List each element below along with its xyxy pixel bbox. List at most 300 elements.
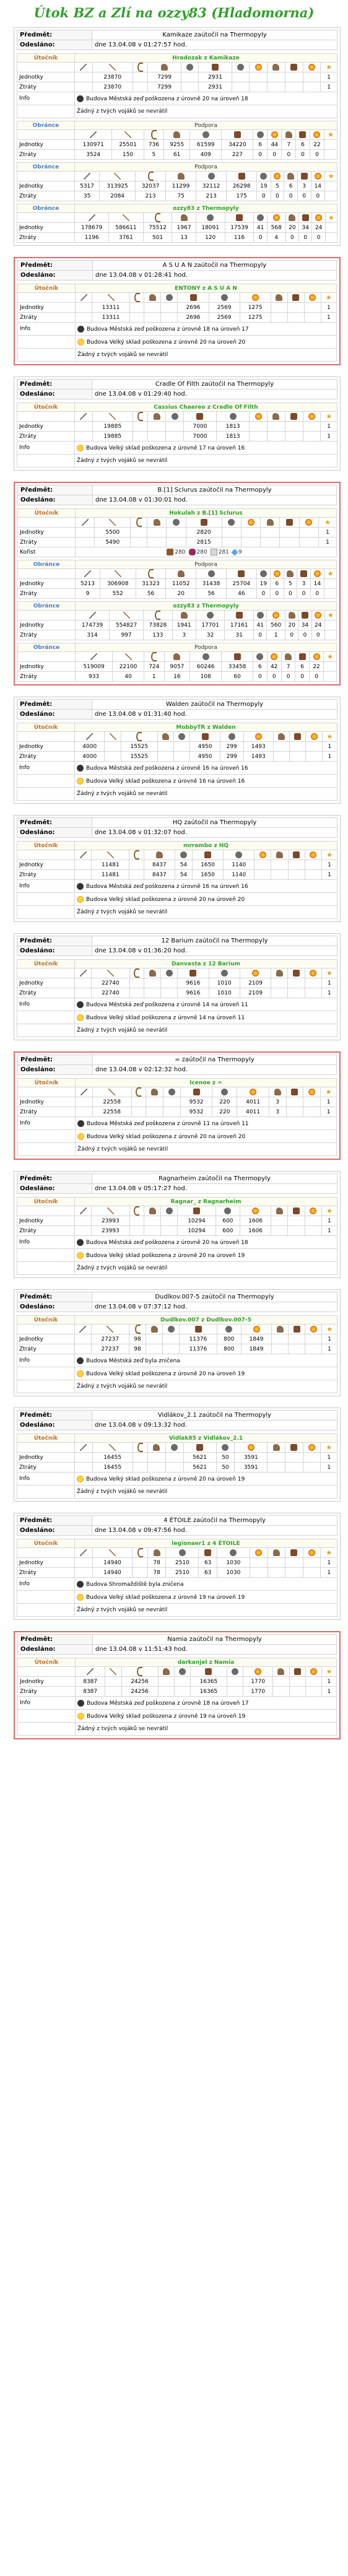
ram-icon: [208, 173, 215, 180]
mortar-icon: [228, 733, 235, 740]
unit-icon-row: [18, 1667, 337, 1677]
unit-icon-cell: [143, 213, 172, 223]
info-row: [17, 906, 337, 919]
balloon-icon: [252, 970, 259, 977]
meta-label: Odesláno:: [17, 40, 92, 50]
unit-count: 0: [309, 672, 323, 682]
unit-icon-cell: [267, 652, 281, 662]
combatant-name[interactable]: Podpora: [75, 121, 337, 130]
unit-icon-cell: [284, 569, 297, 579]
unit-count: [165, 1453, 183, 1463]
spear-icon: [109, 1444, 116, 1451]
unit-losses-row: [17, 988, 337, 998]
ram-icon: [178, 733, 185, 740]
unit-icon-cell: [146, 1087, 163, 1097]
unit-count: [305, 978, 321, 988]
unit-count: [222, 528, 241, 537]
unit-icon-cell: [306, 732, 322, 742]
unit-icon-row: [17, 968, 337, 978]
unit-icon-row: [18, 652, 337, 662]
mortar-icon: [221, 1089, 228, 1095]
info-text: Budova Velký sklad poškozena z úrovně 20 na úroveň 19: [86, 1252, 245, 1259]
info-text: Žádný z tvých vojáků se nevrátil: [77, 1383, 168, 1390]
unit-count: [129, 1226, 144, 1236]
bomb-icon: [77, 1581, 84, 1588]
unit-count: [305, 870, 321, 880]
bomb-icon: [77, 326, 84, 333]
bow-icon: [135, 1325, 141, 1334]
unit-count: 1: [319, 537, 337, 547]
unit-count: [285, 72, 303, 82]
unit-count: 1: [321, 1107, 337, 1117]
balloon-icon: [250, 1089, 256, 1095]
loot-row: [18, 547, 337, 557]
info-message: [75, 788, 337, 801]
combatant-name[interactable]: Podpora: [75, 163, 337, 172]
meta-row: [17, 818, 337, 828]
info-row: [18, 1117, 337, 1130]
info-text: Žádný z tvých vojáků se nevrátil: [77, 458, 168, 464]
info-label: [18, 1130, 76, 1143]
unit-count: [268, 82, 285, 92]
unit-icon-cell: [163, 1325, 180, 1334]
unit-icon-cell: [190, 732, 220, 742]
unit-count: [303, 82, 321, 92]
unit-count: 32: [196, 630, 225, 640]
unit-icon-cell: [303, 1087, 321, 1097]
info-message: [76, 1697, 337, 1710]
info-row: [17, 455, 337, 468]
meta-subject: Walden zaútočil na Thermopyly: [92, 700, 337, 710]
unit-icon-cell: [222, 130, 253, 140]
info-text: Žádný z tvých vojáků se nevrátil: [77, 108, 168, 115]
report-meta: [17, 699, 337, 720]
combatant-name[interactable]: darkanjel z Namia: [76, 1658, 337, 1667]
unit-count: [133, 1463, 148, 1473]
unit-count: [285, 1463, 303, 1473]
unit-count: 4950: [190, 752, 220, 762]
unit-icon-cell: [261, 518, 280, 528]
unit-icon-cell: [131, 1087, 146, 1097]
unit-icon-cell: [321, 63, 337, 72]
unit-count: [105, 742, 121, 752]
info-row: [17, 762, 337, 775]
unit-icon-cell: [136, 172, 166, 181]
unit-count: 7299: [148, 72, 181, 82]
unit-count: [131, 1097, 146, 1107]
unit-losses-row: [18, 1687, 337, 1697]
unit-count: 24256: [121, 1677, 158, 1687]
cook-icon: [301, 173, 308, 180]
unit-count: [303, 1107, 321, 1117]
meta-label: Odesláno:: [17, 1526, 92, 1536]
bow-icon: [151, 652, 157, 661]
building-icon: [77, 445, 84, 451]
ram-icon: [179, 1668, 186, 1675]
unit-icon-cell: [133, 1443, 148, 1453]
catapult-icon: [193, 1208, 200, 1214]
doctor-icon: [309, 294, 316, 301]
info-label: [17, 893, 75, 906]
unit-losses-row: [18, 1107, 337, 1117]
meta-label: Předmět:: [17, 818, 92, 828]
icon-row-label: [18, 518, 76, 528]
info-label: [18, 1723, 76, 1736]
unit-count: [303, 1568, 321, 1578]
unit-count: 31: [225, 630, 254, 640]
unit-count: 1849: [241, 1344, 272, 1354]
unit-icon-row: [17, 130, 337, 140]
unit-units-row: [18, 1097, 337, 1107]
meta-row: [17, 710, 337, 720]
unit-count: [306, 752, 322, 762]
unit-count: 0: [285, 233, 298, 243]
unit-icon-cell: [166, 569, 196, 579]
unit-count: 40: [113, 672, 144, 682]
doctor-icon: [310, 1668, 317, 1675]
meta-sent: dne 13.04.08 v 07:37:12 hod.: [92, 1302, 337, 1312]
unit-icon-cell: [167, 518, 186, 528]
unit-count: [75, 72, 93, 82]
unit-count: 2109: [240, 988, 271, 998]
info-row: [18, 336, 337, 349]
horse-icon: [154, 1549, 160, 1556]
ram-icon: [180, 851, 187, 858]
info-text: Budova Městská zeď poškozena z úrovně 18 na úroveň 17: [87, 1700, 249, 1707]
unit-count: [250, 72, 268, 82]
meta-sent: dne 13.04.08 v 01:31:40 hod.: [92, 710, 337, 720]
unit-count: 22740: [92, 978, 129, 988]
spear-icon: [115, 570, 121, 577]
cook-icon: [292, 294, 299, 301]
unit-icon-cell: [303, 1443, 321, 1453]
unit-count: [289, 1344, 305, 1354]
unit-count: 5: [144, 150, 164, 160]
unit-count: 0: [296, 150, 310, 160]
spear-icon: [109, 519, 116, 526]
unit-count: [167, 537, 186, 547]
info-message: [75, 906, 337, 919]
sword-icon: [80, 1089, 87, 1095]
info-text: Budova Velký sklad poškozena z úrovně 19 na úroveň 19: [87, 1713, 246, 1720]
cook-icon: [302, 612, 308, 619]
unit-icon-cell: [271, 968, 288, 978]
info-label: [17, 788, 75, 801]
bow-icon: [137, 1548, 143, 1557]
unit-icon-cell: [271, 172, 284, 181]
meta-subject: A S U A N zaútočil na Thermopyly: [93, 261, 337, 271]
combatant-name[interactable]: Podpora: [76, 643, 337, 652]
combatant-name[interactable]: Hradozak z Kamikaze: [75, 54, 337, 63]
doctor-icon: [310, 970, 316, 977]
unit-losses-row: [17, 1226, 337, 1236]
unit-losses-row: [17, 191, 337, 201]
battle-report: [14, 27, 341, 246]
unit-count: 98: [129, 1334, 146, 1344]
balloon-icon: [253, 1326, 260, 1333]
combatant-name[interactable]: Icenoe z =: [76, 1079, 337, 1087]
info-text: Budova Městská zeď poškozena z úrovně 11 na úroveň 11: [87, 1120, 249, 1127]
meta-row: [17, 1184, 337, 1194]
info-row: [17, 1486, 337, 1499]
unit-icon-cell: [267, 213, 285, 223]
unit-count: 1813: [217, 422, 250, 432]
mortar-icon: [257, 131, 264, 138]
mortar-icon: [225, 1326, 232, 1333]
mortar-icon: [224, 1208, 231, 1214]
unit-count: 78: [147, 1568, 166, 1578]
combatant-name[interactable]: MobbyTR z Walden: [75, 723, 337, 732]
unit-count: 2510: [166, 1568, 199, 1578]
info-message: [75, 893, 337, 906]
unit-icon-row: [18, 293, 337, 303]
unit-count: 0: [297, 191, 311, 201]
unit-icon-cell: [186, 518, 222, 528]
info-row: [18, 323, 337, 336]
unit-losses-row: [18, 313, 337, 323]
units-label: Jednotky: [18, 662, 76, 672]
horse-icon: [154, 413, 160, 420]
info-message: [75, 998, 337, 1011]
loot-amount: 280: [196, 549, 207, 555]
doctor-icon: [305, 519, 312, 526]
combatant-header: [17, 54, 337, 63]
unit-count: 175: [227, 191, 257, 201]
meta-row: [18, 485, 337, 495]
unit-count: 2931: [199, 82, 232, 92]
meta-row: [17, 1174, 337, 1184]
unit-icon-cell: [311, 611, 324, 620]
unit-icon-cell: [75, 968, 92, 978]
unit-icon-cell: [305, 968, 321, 978]
info-text: Budova Velký sklad poškozena z úrovně 16 na úroveň 16: [86, 778, 245, 785]
unit-count: 2510: [166, 1558, 199, 1568]
combatant-role: Útočník: [18, 1079, 76, 1087]
unit-icon-cell: [289, 1325, 305, 1334]
meta-subject: B.[1] Sclurus zaútočil na Thermopyly: [93, 485, 337, 495]
ram-icon: [166, 294, 173, 301]
ship-icon: [272, 413, 279, 420]
info-message: [75, 1262, 337, 1275]
unit-count: [76, 537, 95, 547]
combatant-name[interactable]: Podpora: [76, 560, 337, 569]
meta-row: [17, 946, 337, 956]
combatant-name[interactable]: mrrambo z HQ: [75, 842, 337, 850]
unit-count: 2931: [199, 72, 232, 82]
meta-label: Předmět:: [17, 380, 92, 389]
combatant-name[interactable]: Danvasta z 12 Barium: [75, 960, 337, 968]
info-text: Budova Velký sklad poškozena z úrovně 20 na úroveň 19: [86, 1476, 245, 1482]
units-label: Jednotky: [18, 528, 76, 537]
unit-count: 14: [310, 579, 324, 589]
unit-count: 108: [190, 672, 222, 682]
unit-count: 32037: [136, 181, 166, 191]
meta-row: [18, 1635, 337, 1645]
combatant-table: [17, 723, 337, 801]
unit-count: [286, 1107, 303, 1117]
meta-label: Předmět:: [17, 700, 92, 710]
info-text: Budova Velký sklad poškozena z úrovně 20 na úroveň 20: [86, 896, 245, 903]
unit-icon-cell: [196, 569, 227, 579]
bow-icon: [137, 1443, 143, 1452]
unit-icon-cell: [253, 130, 268, 140]
combatant-name[interactable]: Hokulah z B.[1] Sclurus: [76, 509, 337, 518]
unit-count: 1493: [243, 742, 273, 752]
info-row: [18, 1143, 337, 1156]
unit-count: [133, 422, 148, 432]
bow-icon: [136, 732, 142, 741]
unit-icon-cell: [92, 412, 133, 422]
combatant-role: Útočník: [18, 284, 76, 293]
balloon-icon: [274, 173, 281, 180]
unit-icon-cell: [92, 63, 133, 72]
combatant-name[interactable]: Vidlak85 z Vidlákov_2.1: [75, 1434, 337, 1443]
ram-icon: [171, 1444, 178, 1451]
units-label: Jednotky: [17, 860, 75, 870]
unit-count: 4000: [75, 742, 105, 752]
unit-count: 8437: [144, 870, 175, 880]
mortar-icon: [230, 1549, 237, 1556]
unit-count: [288, 988, 305, 998]
balloon-icon: [259, 851, 266, 858]
info-label: Info: [17, 1473, 75, 1486]
sword-icon: [80, 413, 87, 420]
unit-icon-cell: [212, 1087, 237, 1097]
unit-count: [144, 988, 160, 998]
icon-row-label: [18, 293, 76, 303]
combatant-name[interactable]: Ragnar_ z Ragnarheim: [75, 1198, 337, 1206]
unit-units-row: [18, 662, 337, 672]
unit-count: 1770: [243, 1677, 273, 1687]
unit-icon-cell: [75, 412, 93, 422]
unit-count: 11299: [166, 181, 196, 191]
unit-count: [165, 1463, 183, 1473]
unit-count: 9532: [180, 1107, 212, 1117]
unit-count: 1030: [217, 1558, 250, 1568]
unit-count: 299: [220, 752, 243, 762]
doctor-icon: [315, 214, 322, 221]
unit-icon-cell: [178, 1206, 215, 1216]
unit-count: [303, 432, 321, 442]
info-text: Budova Městská zeď poškozena z úrovně 16 na úroveň 16: [86, 765, 248, 772]
unit-icon-cell: [75, 732, 105, 742]
catapult-icon: [238, 173, 245, 180]
building-icon: [77, 1370, 84, 1377]
unit-count: 22100: [113, 662, 144, 672]
icon-row-label: [17, 172, 75, 181]
battle-report: [14, 257, 341, 365]
combatant-name[interactable]: ENTONY z A S U A N: [76, 284, 337, 293]
combatant-name[interactable]: legionaer1 z 4 ÉTOILE: [75, 1539, 337, 1548]
unit-count: 20: [285, 223, 298, 233]
unit-count: [166, 432, 184, 442]
ship-icon: [267, 519, 274, 526]
unit-count: 1: [322, 1334, 337, 1344]
ram-icon: [207, 214, 214, 221]
unit-icon-cell: [110, 611, 144, 620]
battle-report: [14, 815, 341, 922]
unit-count: 60: [222, 672, 253, 682]
unit-count: [325, 191, 337, 201]
unit-count: [285, 432, 303, 442]
info-text: Žádný z tvých vojáků se nevrátil: [77, 1489, 168, 1495]
doctor-icon: [313, 653, 320, 660]
combatant-table: [17, 284, 337, 362]
meta-row: [17, 828, 337, 838]
unit-icon-cell: [76, 1087, 93, 1097]
unit-count: 133: [144, 630, 173, 640]
info-message: [75, 1486, 337, 1499]
meta-label: Předmět:: [18, 1635, 93, 1645]
unit-icon-row: [17, 1443, 337, 1453]
unit-icon-cell: [271, 850, 288, 860]
unit-count: 4: [267, 233, 285, 243]
units-label: Jednotky: [18, 1097, 76, 1107]
balloon-icon: [252, 1208, 259, 1214]
unit-icon-cell: [75, 850, 92, 860]
unit-count: [287, 313, 304, 323]
cook-icon: [293, 970, 300, 977]
unit-icon-cell: [75, 63, 93, 72]
unit-count: [158, 1677, 174, 1687]
unit-count: 6: [253, 140, 268, 150]
unit-count: [254, 860, 271, 870]
info-text: Budova Městská zeď byla zničena: [86, 1357, 180, 1364]
info-label: [18, 336, 76, 349]
unit-icon-cell: [299, 213, 312, 223]
info-label: [17, 1249, 75, 1262]
unit-count: [76, 528, 95, 537]
info-row: [17, 1604, 337, 1617]
info-label: [17, 775, 75, 788]
unit-count: 9057: [164, 662, 190, 672]
doctor-icon: [308, 1089, 315, 1095]
meta-row: [18, 261, 337, 271]
info-label: [17, 455, 75, 468]
unit-count: 0: [282, 150, 296, 160]
unit-count: [130, 313, 144, 323]
info-message: [76, 349, 337, 362]
hero-icon: ★: [327, 653, 334, 661]
unit-count: 299: [220, 742, 243, 752]
unit-count: 5317: [75, 181, 100, 191]
combatant-name[interactable]: ozzy83 z Thermopyly: [76, 602, 337, 611]
balloon-icon: [272, 612, 279, 619]
unit-count: [304, 313, 321, 323]
cook-icon: [300, 570, 307, 577]
info-message: [75, 105, 337, 118]
ship-icon: [277, 1668, 284, 1675]
unit-icon-cell: [164, 130, 190, 140]
unit-icon-cell: [199, 63, 232, 72]
unit-count: 313925: [100, 181, 136, 191]
unit-losses-row: [18, 672, 337, 682]
unit-icon-cell: [271, 293, 287, 303]
bomb-icon: [77, 883, 84, 890]
unit-count: 2696: [178, 303, 209, 313]
unit-icon-cell: [281, 652, 295, 662]
sword-icon: [89, 214, 95, 221]
info-message: [75, 1011, 337, 1024]
unit-count: [271, 860, 288, 870]
unit-units-row: [17, 140, 337, 150]
sword-icon: [80, 1444, 87, 1451]
unit-icon-cell: [305, 1206, 321, 1216]
unit-count: 3: [297, 181, 311, 191]
combatant-name[interactable]: ozzy83 z Thermopyly: [75, 204, 337, 213]
combatant-name[interactable]: Cassius Chaereo z Cradle Of Filth: [75, 403, 337, 412]
combatant-name[interactable]: Dudlkov.007 z Dudlkov.007-5: [75, 1316, 337, 1325]
